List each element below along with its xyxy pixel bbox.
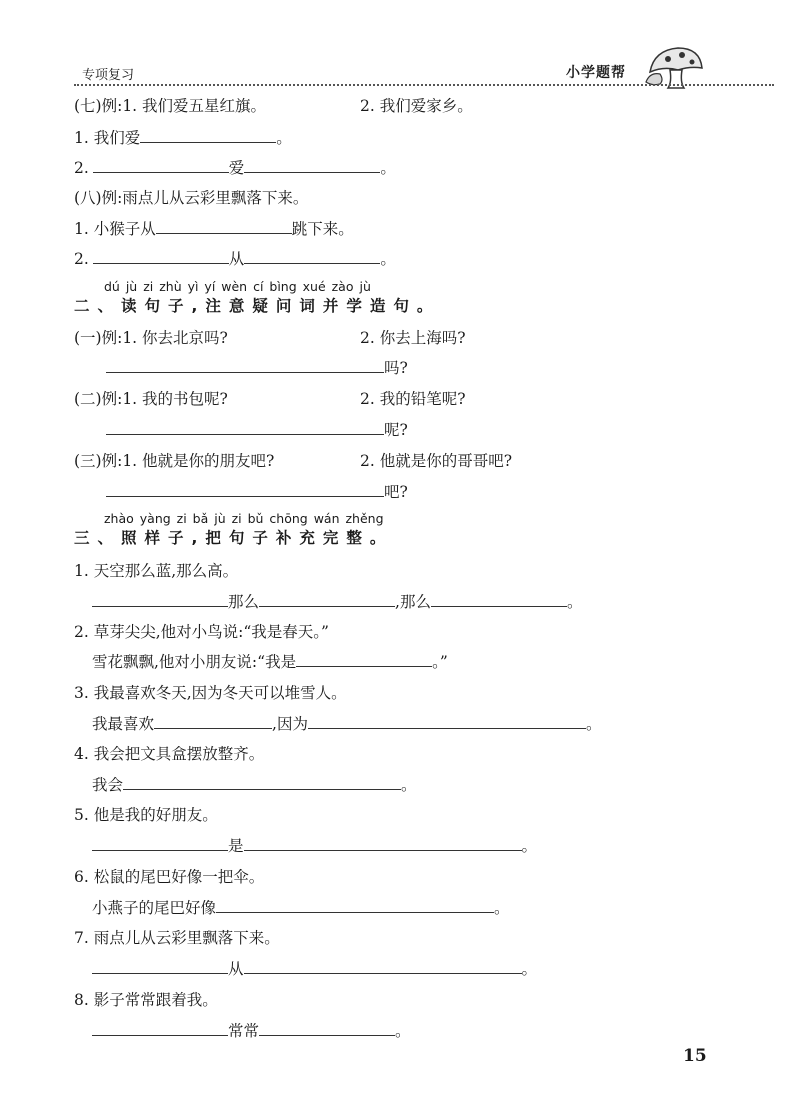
answer-blank[interactable] (244, 959, 522, 974)
q3-8-example: 8. 影子常常跟着我。 (74, 991, 218, 1009)
q3-7 (92, 959, 537, 979)
q2-3 (106, 482, 408, 502)
mushroom-icon (644, 42, 706, 90)
q3-5-mid: 是 (228, 837, 244, 855)
q8-1-prefix: 1. 小猴子从 (74, 220, 156, 238)
answer-blank[interactable] (244, 158, 380, 173)
example-2-3a: (三)例:1. 他就是你的朋友吧? (74, 452, 275, 470)
q3-8-mid: 常常 (228, 1022, 260, 1040)
q8-2 (74, 249, 396, 269)
example-2-2b: 2. 我的铅笔呢? (360, 390, 466, 408)
q3-8 (92, 1021, 411, 1041)
q3-6-end: 。 (494, 899, 510, 917)
q3-3-b: ,因为 (272, 715, 308, 733)
answer-blank[interactable] (123, 775, 401, 790)
q7-1-prefix: 1. 我们爱 (74, 129, 141, 147)
q3-2 (92, 652, 448, 672)
q7-1 (74, 128, 292, 148)
q3-1-mid1: 那么 (228, 593, 260, 611)
answer-blank[interactable] (259, 592, 395, 607)
q3-3-a: 我最喜欢 (92, 715, 155, 733)
q2-3-end: 吧? (384, 483, 408, 501)
q7-2-end: 。 (380, 159, 396, 177)
header-divider (74, 84, 774, 86)
q3-1 (92, 592, 582, 612)
answer-blank[interactable] (93, 158, 229, 173)
q3-6-a: 小燕子的尾巴好像 (92, 899, 217, 917)
q7-2 (74, 158, 396, 178)
answer-blank[interactable] (106, 358, 384, 373)
q3-1-mid2: ,那么 (395, 593, 431, 611)
q8-2-mid: 从 (228, 250, 245, 268)
q3-4-example: 4. 我会把文具盒摆放整齐。 (74, 745, 265, 763)
answer-blank[interactable] (308, 714, 586, 729)
q2-1 (106, 358, 408, 378)
q3-4 (92, 775, 417, 795)
q3-4-a: 我会 (92, 776, 124, 794)
q3-5 (92, 836, 537, 856)
brand-title: 小学题帮 (566, 65, 626, 81)
q7-2-mid: 爱 (228, 159, 245, 177)
part2-pinyin: dú jù zi zhù yì yí wèn cí bìng xué zào jù (104, 279, 371, 294)
q8-1 (74, 219, 354, 239)
part2-title: 二、读句子,注意疑问词并学造句。 (74, 297, 441, 315)
page-number: 15 (683, 1046, 707, 1066)
q3-7-example: 7. 雨点儿从云彩里飘落下来。 (74, 929, 280, 947)
answer-blank[interactable] (92, 1021, 228, 1036)
part3-pinyin: zhào yàng zi bǎ jù zi bǔ chōng wán zhěng (104, 511, 384, 526)
q3-1-example: 1. 天空那么蓝,那么高。 (74, 562, 239, 580)
example-8: (八)例:雨点儿从云彩里飘落下来。 (74, 189, 309, 207)
answer-blank[interactable] (92, 836, 228, 851)
part3-title: 三、照样子,把句子补充完整。 (74, 529, 394, 547)
section-label: 专项复习 (82, 68, 135, 83)
answer-blank[interactable] (259, 1021, 395, 1036)
q3-3-example: 3. 我最喜欢冬天,因为冬天可以堆雪人。 (74, 684, 347, 702)
q8-1-end: 跳下来。 (291, 220, 354, 238)
answer-blank[interactable] (106, 482, 384, 497)
q3-7-end: 。 (521, 960, 538, 978)
answer-blank[interactable] (296, 652, 432, 667)
example-2-3b: 2. 他就是你的哥哥吧? (360, 452, 513, 470)
answer-blank[interactable] (244, 249, 380, 264)
example-2-1a: (一)例:1. 你去北京吗? (74, 329, 228, 347)
q3-2-line: 雪花飘飘,他对小朋友说:“我是 (92, 653, 297, 671)
q3-8-end: 。 (395, 1022, 411, 1040)
answer-blank[interactable] (92, 592, 228, 607)
q3-7-mid: 从 (228, 960, 244, 978)
answer-blank[interactable] (106, 420, 384, 435)
q8-2-num: 2. (74, 250, 89, 268)
q3-2-example: 2. 草芽尖尖,他对小鸟说:“我是春天。” (74, 623, 329, 641)
example-2-2a: (二)例:1. 我的书包呢? (74, 390, 228, 408)
answer-blank[interactable] (156, 219, 292, 234)
q3-5-end: 。 (521, 837, 538, 855)
q3-1-end: 。 (566, 593, 583, 611)
answer-blank[interactable] (244, 836, 522, 851)
example-2-1b: 2. 你去上海吗? (360, 329, 466, 347)
q3-5-example: 5. 他是我的好朋友。 (74, 806, 218, 824)
q2-2-end: 呢? (384, 421, 408, 439)
example-7a: (七)例:1. 我们爱五星红旗。 (74, 97, 267, 115)
q3-4-end: 。 (401, 776, 417, 794)
q2-2 (106, 420, 408, 440)
q7-2-num: 2. (74, 159, 89, 177)
answer-blank[interactable] (216, 898, 494, 913)
q3-3 (92, 714, 601, 734)
q3-6 (92, 898, 510, 918)
q3-3-end: 。 (585, 715, 602, 733)
answer-blank[interactable] (92, 959, 228, 974)
example-7b: 2. 我们爱家乡。 (360, 97, 473, 115)
q8-2-end: 。 (380, 250, 396, 268)
answer-blank[interactable] (140, 128, 276, 143)
q7-1-end: 。 (276, 129, 292, 147)
answer-blank[interactable] (93, 249, 229, 264)
q2-1-end: 吗? (384, 359, 408, 377)
answer-blank[interactable] (431, 592, 567, 607)
q3-6-example: 6. 松鼠的尾巴好像一把伞。 (74, 868, 265, 886)
q3-2-end: 。” (432, 653, 448, 671)
answer-blank[interactable] (154, 714, 272, 729)
